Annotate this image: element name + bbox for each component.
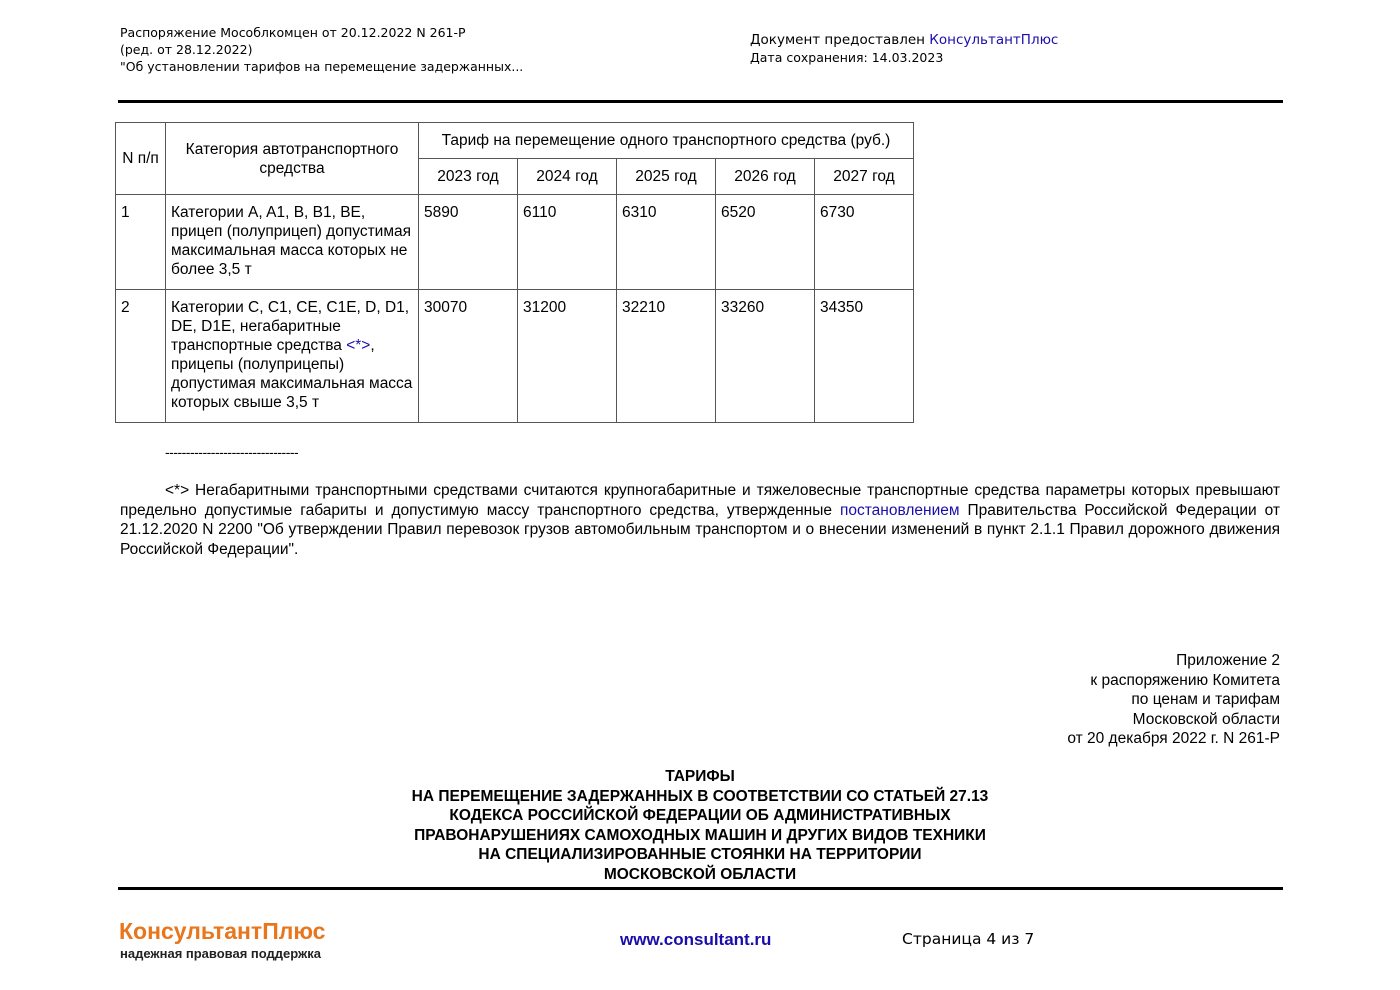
tariff-value: 6730	[815, 195, 914, 290]
title-line: ТАРИФЫ	[665, 768, 735, 785]
tariff-value: 6310	[617, 195, 716, 290]
consultantplus-logo: КонсультантПлюс	[119, 918, 326, 944]
document-revision-line: (ред. от 28.12.2022)	[120, 42, 253, 57]
appendix-reference	[1067, 651, 1280, 749]
website-link[interactable]: www.consultant.ru	[620, 930, 772, 949]
tariff-value: 34350	[815, 290, 914, 423]
logo-tagline: надежная правовая поддержка	[120, 946, 321, 961]
title-line: МОСКОВСКОЙ ОБЛАСТИ	[603, 865, 797, 883]
saved-date: Дата сохранения: 14.03.2023	[750, 50, 944, 65]
footnote-text-part: Правительства Российской Федерации от 21.12.2020 N 2200 "Об утверждении Правил перевозок грузов автомобильным транспортом и о внесении изменений в пункт 2.1.1 Правил дорожного движения Российской Федерации".	[120, 501, 1280, 558]
column-header-year: 2023 год	[419, 159, 518, 195]
provider-link[interactable]: КонсультантПлюс	[929, 32, 1059, 48]
column-header-number: N п/п	[116, 123, 166, 195]
column-header-category: Категория автотранспортного средства	[166, 123, 419, 195]
title-line: ПРАВОНАРУШЕНИЯХ САМОХОДНЫХ МАШИН И ДРУГИХ ВИДОВ ТЕХНИКИ	[414, 826, 986, 844]
table-row	[116, 290, 914, 423]
column-header-year: 2025 год	[617, 159, 716, 195]
tariff-value: 32210	[617, 290, 716, 423]
tariff-table	[115, 122, 914, 423]
appendix-line: от 20 декабря 2022 г. N 261-Р	[1067, 730, 1280, 747]
document-title-line: Распоряжение Мособлкомцен от 20.12.2022 N 261-Р	[120, 25, 466, 40]
page-indicator: Страница 4 из 7	[902, 930, 1035, 948]
footnote-ref-link[interactable]: <*>	[346, 337, 371, 354]
document-subject-line: "Об установлении тарифов на перемещение задержанных...	[120, 59, 524, 74]
tariff-value: 30070	[419, 290, 518, 423]
title-line: НА ПЕРЕМЕЩЕНИЕ ЗАДЕРЖАННЫХ В СООТВЕТСТВИИ СО СТАТЬЕЙ 27.13	[411, 787, 989, 805]
table-header-row	[116, 123, 914, 159]
column-header-year: 2026 год	[716, 159, 815, 195]
tariff-value: 5890	[419, 195, 518, 290]
section-title	[300, 767, 1100, 884]
row-number: 1	[116, 195, 166, 290]
footnote-text-part: <*> Негабаритными транспортными средствами считаются крупногабаритные и тяжеловесные транспортные средства параметры которых превышают предельно допустимые габариты и допустимую массу транспортного средства, утвержденные	[120, 482, 1280, 519]
row-category: Категории A, A1, B, B1, BE, прицеп (полуприцеп) допустимая максимальная масса которых не более 3,5 т	[166, 195, 419, 290]
tariff-value: 6520	[716, 195, 815, 290]
header-divider	[118, 100, 1283, 103]
row-category-text: Категории C, C1, CE, C1E, D, D1, DE, D1E, негабаритные транспортные средства	[171, 299, 410, 354]
footnote-separator: --------------------------------	[165, 444, 299, 460]
row-number: 2	[116, 290, 166, 423]
footer-divider	[118, 887, 1283, 890]
row-category	[166, 290, 419, 423]
appendix-line: к распоряжению Комитета	[1090, 671, 1280, 689]
document-header-info	[120, 24, 523, 75]
appendix-line: по ценам и тарифам	[1131, 691, 1280, 708]
title-line: НА СПЕЦИАЛИЗИРОВАННЫЕ СТОЯНКИ НА ТЕРРИТОРИИ	[478, 846, 922, 863]
column-header-tariff: Тариф на перемещение одного транспортного средства (руб.)	[419, 123, 914, 159]
appendix-line: Московской области	[1132, 710, 1280, 728]
table-row	[116, 195, 914, 290]
provided-by-label: Документ предоставлен	[750, 32, 930, 48]
appendix-line: Приложение 2	[1176, 652, 1280, 669]
tariff-value: 6110	[518, 195, 617, 290]
column-header-year: 2024 год	[518, 159, 617, 195]
footnote-text	[120, 481, 1280, 559]
row-category-text: , прицепы (полуприцепы) допустимая максимальная масса которых свыше 3,5 т	[171, 337, 413, 411]
column-header-year: 2027 год	[815, 159, 914, 195]
regulation-link[interactable]: постановлением	[839, 501, 960, 519]
tariff-value: 31200	[518, 290, 617, 423]
tariff-value: 33260	[716, 290, 815, 423]
document-provider-info	[750, 32, 1058, 66]
title-line: КОДЕКСА РОССИЙСКОЙ ФЕДЕРАЦИИ ОБ АДМИНИСТРАТИВНЫХ	[449, 807, 951, 824]
